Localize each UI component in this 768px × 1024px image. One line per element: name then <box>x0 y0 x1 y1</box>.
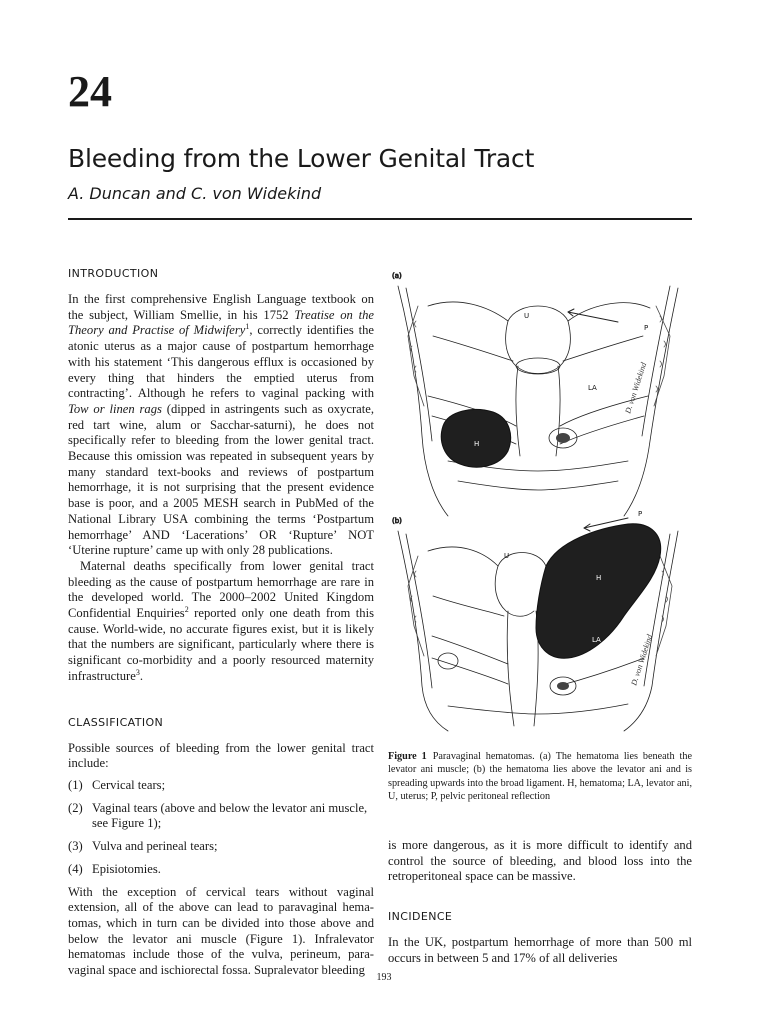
intro-p1-text-b: , correctly identifies the atonic uterus as a major cause of postpartum hemorrhage with his statement ‘This dangerous efflux is occasioned by every thing that hinders the emptied uterus from contracting’. Although he refers to vaginal packing with <box>68 323 374 401</box>
intro-p2-text-a: Maternal deaths specifically from lower genital tract bleeding as the cause of postpartum hemorrhage are rare in the developed world. The 2000–2002 United Kingdom Confidential Enquiries <box>68 558 374 621</box>
intro-p1-book-title: Treatise on the Theory and Practise of Midwifery <box>68 307 374 338</box>
incidence-paragraph: In the UK, postpartum hemorrhage of more than 500 ml occurs in between 5 and 17% of all deliveries <box>388 935 692 965</box>
list-item: (2) Vaginal tears (above and below the levator ani muscle, see Figure 1); <box>68 800 368 831</box>
hematoma-label-b: H <box>596 574 602 582</box>
chapter-number: 24 <box>68 67 112 116</box>
intro-p1-text-a: In the first comprehensive English Language textbook on the subject, William Smellie, in his 1752 <box>68 292 374 322</box>
hematoma-label-a: H <box>474 440 480 448</box>
incidence-heading: INCIDENCE <box>388 910 453 924</box>
classification-continuation: is more dangerous, as it is more difficult to identify and control the source of bleeding, and blood loss into the retroperitoneal space can be massive. <box>388 838 692 884</box>
peritoneal-label-b: P <box>638 510 643 518</box>
left-column <box>68 266 374 979</box>
list-item: (4) Episiotomies. <box>68 861 161 876</box>
list-item: (3) Vulva and perineal tears; <box>68 839 218 854</box>
intro-p2-text-b: reported only one death from this cause. World-wide, no accurate figures exist, but it is likely that the numbers are significant, particularly where there is significant co-morbidity and a poorly resourced maternity infrastructure <box>68 606 375 683</box>
introduction-heading: INTRODUCTION <box>68 267 159 280</box>
classification-paragraph: With the exception of cervical tears without vaginal extension, all of the above can lead to paravaginal hema-tomas, which in turn can be divided into those above and below the levator ani muscle (Figure 1). Infralevator hematomas include those of the vulva, perineum, para-vaginal space and ischiorectal fossa. Supralevator bleeding <box>68 884 374 978</box>
anatomical-drawing <box>388 266 692 736</box>
figure-caption-text: Paravaginal hematomas. (a) The hematoma lies beneath the levator ani muscle; (b) the hematoma lies above the levator ani and is spreading upwards into the broad ligament. H, hematoma; LA, levator ani, U, uterus; P, pelvic peritoneal reflection <box>388 751 692 803</box>
right-column <box>388 838 692 967</box>
reference-marker: 3 <box>135 667 140 677</box>
classification-heading: CLASSIFICATION <box>68 715 164 729</box>
page-number: 193 <box>376 972 392 983</box>
peritoneal-label-a: P <box>644 324 649 332</box>
reference-marker: 1 <box>245 322 250 332</box>
chapter-title: Bleeding from the Lower Genital Tract <box>68 144 535 173</box>
title-divider <box>68 218 692 220</box>
artist-signature-b: D. von Widekind <box>629 633 655 687</box>
introduction-paragraph-2 <box>68 559 374 685</box>
artist-signature-a: D. von Widekind <box>623 361 649 415</box>
figure-1-illustration <box>388 266 692 736</box>
reference-marker: 2 <box>184 604 189 614</box>
bleeding-sources-list <box>68 778 374 878</box>
introduction-paragraph-1 <box>68 292 374 559</box>
panel-b-label: (b) <box>392 517 402 525</box>
uterus-label-a: U <box>524 312 530 320</box>
panel-a-label: (a) <box>392 272 402 280</box>
uterus-label-b: U <box>504 552 510 560</box>
intro-p1-italic-phrase: Tow or linen rags <box>68 401 162 416</box>
classification-intro: Possible sources of bleeding from the lower genital tract include: <box>68 740 374 771</box>
intro-p2-text-c: . <box>139 668 143 683</box>
figure-caption-label: Figure 1 <box>388 751 427 762</box>
intro-p1-text-c: (dipped in astringents such as oxycrate, red tart wine, alum or Sacchar-saturni), he does not specifically refer to bleeding from the lower genital tract. Because this omission was repeated in subsequent years by many standard text-books and reviews of postpartum hemorrhage, it is not surprising that the present evidence base is poor, and a 2005 MESH search in PubMed of the National Library USA combining the terms ‘Postpartum hemorrhage’ AND ‘Lacerations’ OR ‘Rupture’ NOT ‘Uterine rupture’ came up with only 28 publications. <box>68 401 375 558</box>
levator-label-b: LA <box>592 636 601 644</box>
figure-caption <box>388 750 692 804</box>
levator-label-a: LA <box>588 384 597 392</box>
chapter-authors: A. Duncan and C. von Widekind <box>68 184 322 203</box>
list-item: (1) Cervical tears; <box>68 777 166 792</box>
